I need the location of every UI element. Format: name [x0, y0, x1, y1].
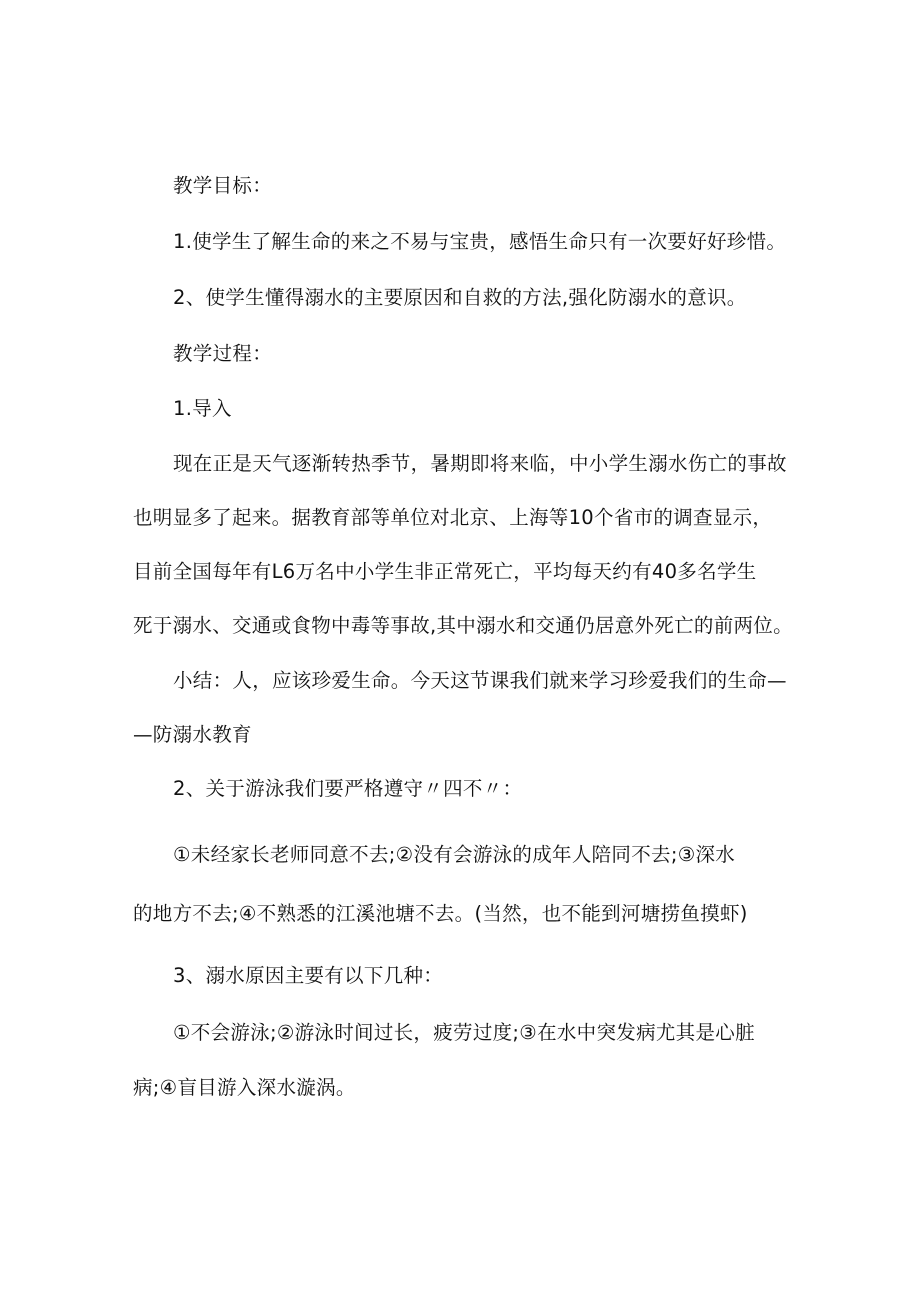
objective-1: 1.使学生了解生命的来之不易与宝贵，感悟生命只有一次要好好珍惜。 [173, 230, 787, 253]
summary-line: —防溺水教育 [133, 723, 252, 746]
objectives-heading: 教学目标： [173, 174, 273, 197]
causes-line: ①不会游泳;②游泳时间过长，疲劳过度;③在水中突发病尤其是心脏 [173, 1021, 755, 1044]
intro-heading: 1.导入 [173, 397, 232, 420]
process-heading: 教学过程： [173, 342, 273, 365]
intro-paragraph-line: 死于溺水、交通或食物中毒等事故,其中溺水和交通仍居意外死亡的前两位。 [133, 614, 793, 637]
intro-paragraph-line: 目前全国每年有L6万名中小学生非正常死亡，平均每天约有40多名学生 [133, 560, 757, 583]
objective-2: 2、使学生懂得溺水的主要原因和自救的方法,强化防溺水的意识。 [173, 286, 747, 309]
summary-line: 小结：人，应该珍爱生命。今天这节课我们就来学习珍爱我们的生命— [173, 669, 787, 692]
rules-heading: 2、关于游泳我们要严格遵守〃四不〃： [173, 777, 523, 800]
causes-heading: 3、溺水原因主要有以下几种： [173, 964, 444, 987]
rules-line: ①未经家长老师同意不去;②没有会游泳的成年人陪同不去;③深水 [173, 843, 736, 866]
intro-paragraph-line: 也明显多了起来。据教育部等单位对北京、上海等10个省市的调查显示， [133, 506, 773, 529]
intro-paragraph-line: 现在正是天气逐渐转热季节，暑期即将来临，中小学生溺水伤亡的事故 [173, 452, 787, 475]
causes-line: 病;④盲目游入深水漩涡。 [133, 1076, 356, 1099]
rules-line: 的地方不去;④不熟悉的江溪池塘不去。(当然，也不能到河塘捞鱼摸虾) [133, 902, 748, 925]
